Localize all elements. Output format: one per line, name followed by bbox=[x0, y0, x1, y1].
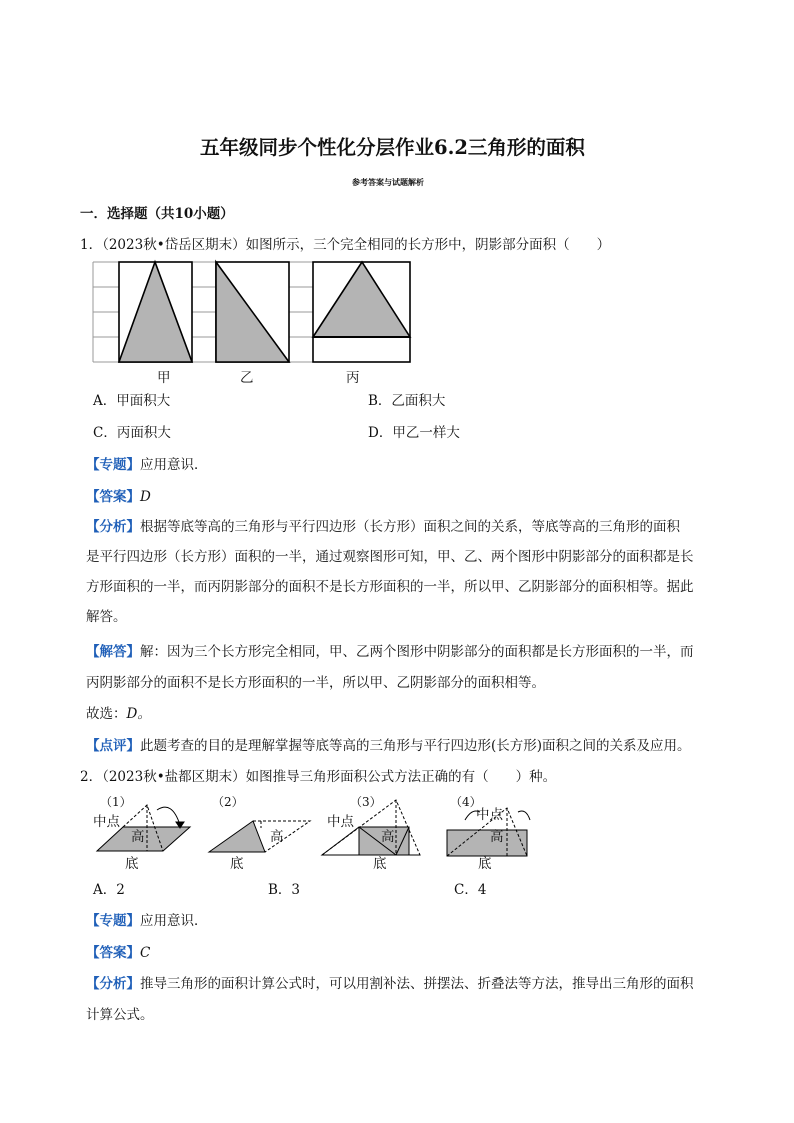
q2-answer: 【答案】C bbox=[86, 945, 151, 961]
q2-option-b[interactable]: B．3 bbox=[268, 882, 301, 898]
q2-analysis: 【分析】推导三角形的面积计算公式时，可以用割补法、拼摆法、折叠法等方法，推导出三角形的面积 bbox=[86, 976, 694, 992]
fig-word-height: 高 bbox=[270, 829, 284, 845]
fig-num-4: （4） bbox=[450, 795, 482, 809]
q1-analysis-line: 是平行四边形（长方形）面积的一半，通过观察图形可知，甲、乙、两个图形中阴影部分的面积都是长 bbox=[86, 549, 694, 565]
page-title: 五年级同步个性化分层作业6.2三角形的面积 bbox=[200, 136, 585, 159]
q1-option-a[interactable]: A．甲面积大 bbox=[93, 393, 171, 409]
q1-option-b[interactable]: B．乙面积大 bbox=[368, 393, 446, 409]
q1-comment: 【点评】此题考查的目的是理解掌握等底等高的三角形与平行四边形(长方形)面积之间的关系及应用。 bbox=[86, 738, 691, 754]
q2-option-c[interactable]: C．4 bbox=[454, 882, 487, 898]
fig-num-3: （3） bbox=[350, 795, 382, 809]
q1-analysis: 【分析】根据等底等高的三角形与平行四边形（长方形）面积之间的关系，等底等高的三角形的面积 bbox=[86, 519, 680, 535]
fig-label-yi: 乙 bbox=[240, 370, 254, 386]
q1-analysis-line: 方形面积的一半，而丙阴影部分的面积不是长方形面积的一半，所以甲、乙阴影部分的面积相等。据此 bbox=[86, 579, 694, 595]
q1-choose: 故选：D。 bbox=[86, 706, 151, 722]
fig-label-bing: 丙 bbox=[346, 370, 360, 386]
q1-option-d[interactable]: D．甲乙一样大 bbox=[368, 425, 460, 441]
subtitle: 参考答案与试题解析 bbox=[352, 177, 424, 187]
fig-word-height: 高 bbox=[381, 829, 395, 845]
q1-answer: 【答案】D bbox=[86, 489, 151, 505]
q1-option-c[interactable]: C．丙面积大 bbox=[93, 425, 171, 441]
fig-word-midpoint: 中点 bbox=[93, 814, 120, 830]
fig-num-2: （2） bbox=[212, 795, 244, 809]
q1-topic: 【专题】应用意识． bbox=[86, 457, 208, 473]
q1-stem: 1．（2023秋•岱岳区期末）如图所示，三个完全相同的长方形中，阴影部分面积（ ） bbox=[80, 237, 611, 253]
fig-word-midpoint: 中点 bbox=[476, 807, 503, 823]
fig-word-height: 高 bbox=[131, 829, 145, 845]
fig-num-1: （1） bbox=[100, 795, 132, 809]
fig-word-base: 底 bbox=[373, 856, 387, 872]
fig-word-height: 高 bbox=[490, 829, 504, 845]
q2-topic: 【专题】应用意识． bbox=[86, 913, 208, 929]
fig-word-base: 底 bbox=[125, 856, 139, 872]
q1-solution: 【解答】解：因为三个长方形完全相同，甲、乙两个图形中阴影部分的面积都是长方形面积的一半，而 bbox=[86, 644, 694, 660]
fig-label-jia: 甲 bbox=[157, 370, 171, 386]
q2-option-a[interactable]: A．2 bbox=[93, 882, 125, 898]
fig-word-midpoint: 中点 bbox=[327, 814, 354, 830]
fig-word-base: 底 bbox=[230, 856, 244, 872]
q2-analysis-line: 计算公式。 bbox=[86, 1007, 154, 1023]
q2-stem: 2．（2023秋•盐都区期末）如图推导三角形面积公式方法正确的有（ ）种。 bbox=[80, 769, 557, 785]
section-heading: 一．选择题（共10小题） bbox=[80, 206, 234, 222]
q1-solution-line: 丙阴影部分的面积不是长方形面积的一半，所以甲、乙阴影部分的面积相等。 bbox=[86, 675, 545, 691]
fig-word-base: 底 bbox=[478, 856, 492, 872]
q1-analysis-line: 解答。 bbox=[86, 609, 127, 625]
